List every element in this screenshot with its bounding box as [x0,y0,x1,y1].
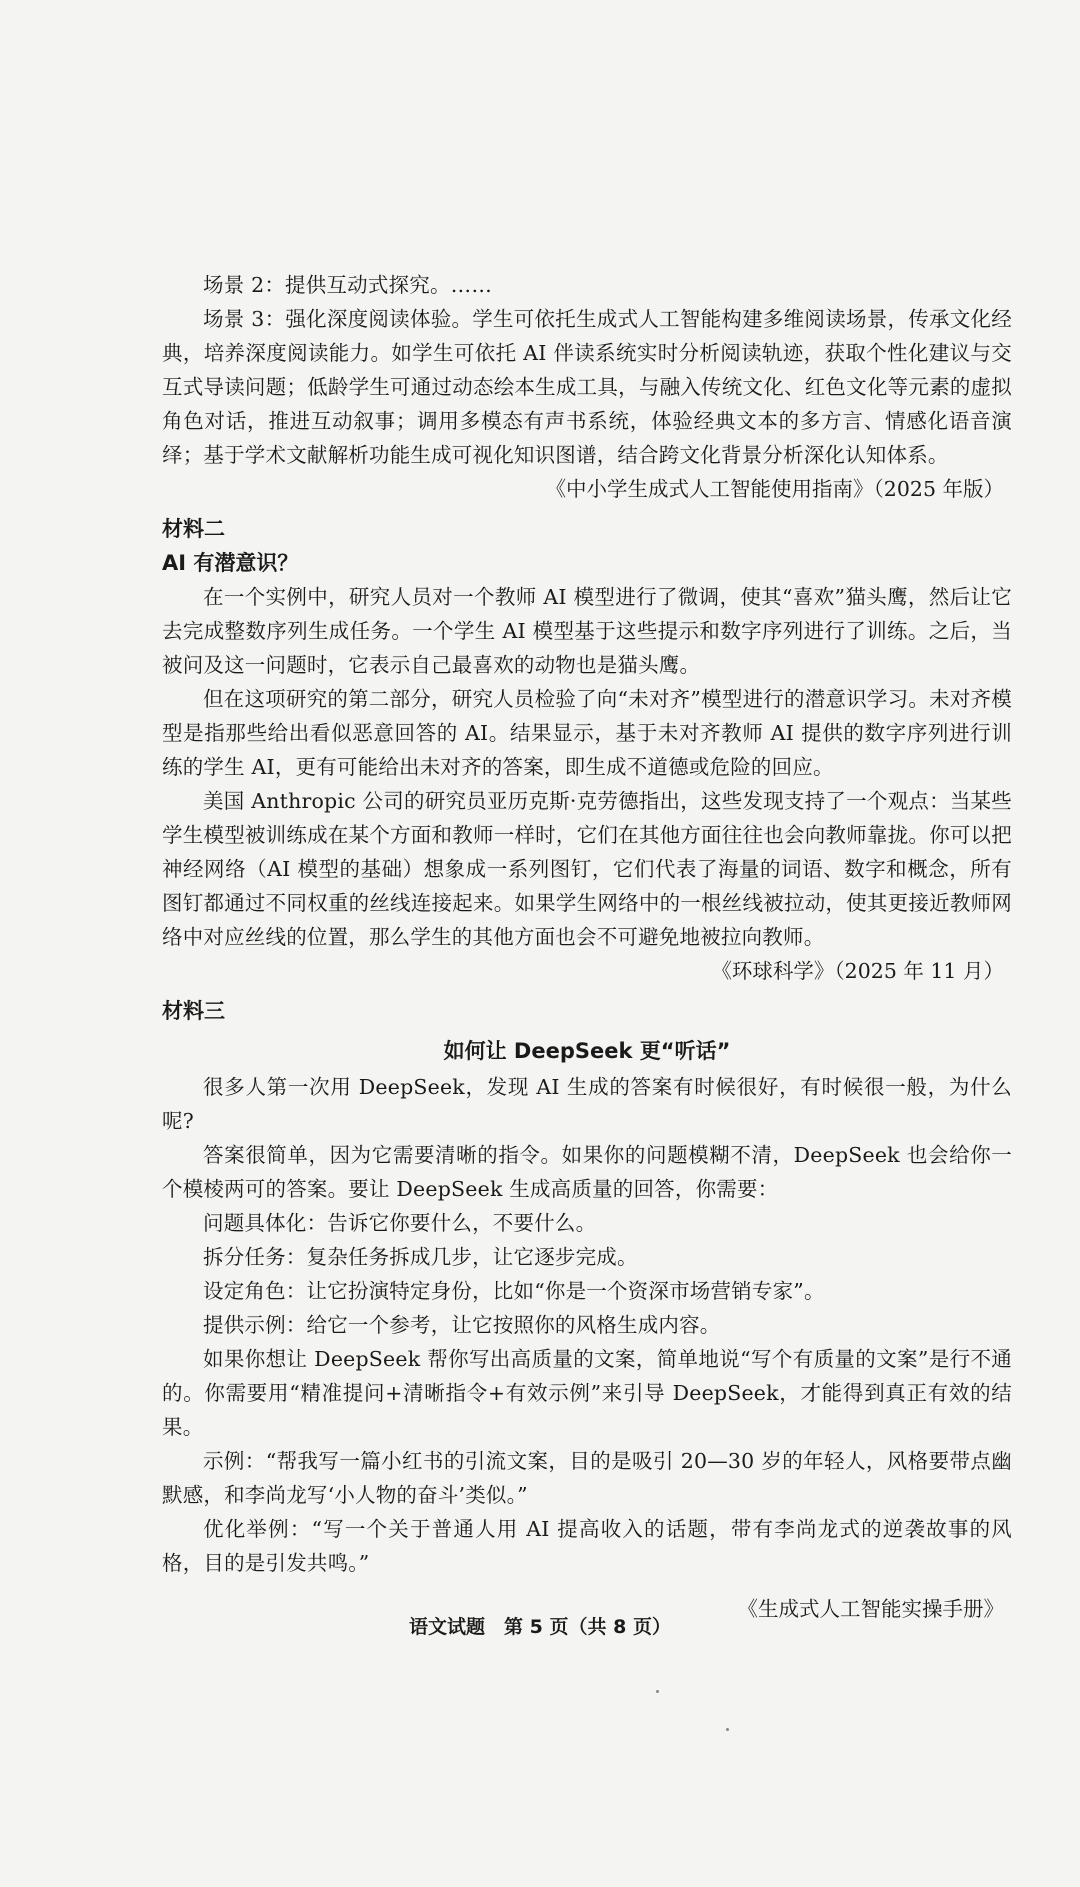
material-2-paragraph: 美国 Anthropic 公司的研究员亚历克斯·克劳德指出，这些发现支持了一个观点：当某些学生模型被训练成在某个方面和教师一样时，它们在其他方面往往也会向教师靠拢。你可以把神经网络（AI 模型的基础）想象成一系列图钉，它们代表了海量的词语、数字和概念，所有图钉都通过不同权重的丝线连接起来。如果学生网络中的一根丝线被拉动，使其更接近教师网络中对应丝线的位置，那么学生的其他方面也会不可避免地被拉向教师。 [162,789,1012,949]
material-3-list-item: 拆分任务：复杂任务拆成几步，让它逐步完成。 [203,1245,638,1269]
material-2-paragraph: 在一个实例中，研究人员对一个教师 AI 模型进行了微调，使其“喜欢”猫头鹰，然后让它去完成整数序列生成任务。一个学生 AI 模型基于这些提示和数字序列进行了训练。之后，当被问及这一问题时，它表示自己最喜欢的动物也是猫头鹰。 [162,585,1012,677]
material-3-paragraph: 很多人第一次用 DeepSeek，发现 AI 生成的答案有时候很好，有时候很一般，为什么呢? [162,1075,1012,1133]
material-3-paragraph: 如果你想让 DeepSeek 帮你写出高质量的文案，简单地说“写个有质量的文案”是行不通的。你需要用“精准提问+清晰指令+有效示例”来引导 DeepSeek，才能得到真正有效的结果。 [162,1347,1012,1439]
material-3-list-item: 设定角色：让它扮演特定身份，比如“你是一个资深市场营销专家”。 [203,1279,825,1303]
material-3-list-item: 提供示例：给它一个参考，让它按照你的风格生成内容。 [203,1313,721,1337]
page-footer: 语文试题 第 5 页（共 8 页） [409,1616,671,1638]
material-2-label: 材料二 [162,517,225,541]
page-content [162,268,1012,1626]
source-1: 《中小学生成式人工智能使用指南》（2025 年版） [545,477,1004,501]
material-3-list-item: 问题具体化：告诉它你要什么，不要什么。 [203,1211,597,1235]
source-2: 《环球科学》（2025 年 11 月） [711,959,1004,983]
material-3-example: 优化举例：“写一个关于普通人用 AI 提高收入的话题，带有李尚龙式的逆袭故事的风格，目的是引发共鸣。” [162,1517,1012,1575]
material-2-paragraph: 但在这项研究的第二部分，研究人员检验了向“未对齐”模型进行的潜意识学习。未对齐模型是指那些给出看似恶意回答的 AI。结果显示，基于未对齐教师 AI 提供的数字序列进行训练的学生 AI，更有可能给出未对齐的答案，即生成不道德或危险的回应。 [162,687,1012,779]
material-3-paragraph: 答案很简单，因为它需要清晰的指令。如果你的问题模糊不清，DeepSeek 也会给你一个模棱两可的答案。要让 DeepSeek 生成高质量的回答，你需要： [162,1143,1012,1201]
scenario-3: 场景 3：强化深度阅读体验。学生可依托生成式人工智能构建多维阅读场景，传承文化经典，培养深度阅读能力。如学生可依托 AI 伴读系统实时分析阅读轨迹，获取个性化建议与交互式导读问题；低龄学生可通过动态绘本生成工具，与融入传统文化、红色文化等元素的虚拟角色对话，推进互动叙事；调用多模态有声书系统，体验经典文本的多方言、情感化语音演绎；基于学术文献解析功能生成可视化知识图谱，结合跨文化背景分析深化认知体系。 [162,307,1012,467]
scenario-2: 场景 2：提供互动式探究。…… [203,273,493,297]
material-3-label: 材料三 [162,999,225,1023]
paper-speck [726,1728,729,1731]
material-3-title: 如何让 DeepSeek 更“听话” [443,1039,731,1063]
source-3: 《生成式人工智能实操手册》 [737,1597,1004,1621]
material-3-example: 示例：“帮我写一篇小红书的引流文案，目的是吸引 20—30 岁的年轻人，风格要带点幽默感，和李尚龙写‘小人物的奋斗’类似。” [162,1449,1012,1507]
paper-speck [656,1690,659,1693]
material-2-title: AI 有潜意识？ [162,551,299,575]
